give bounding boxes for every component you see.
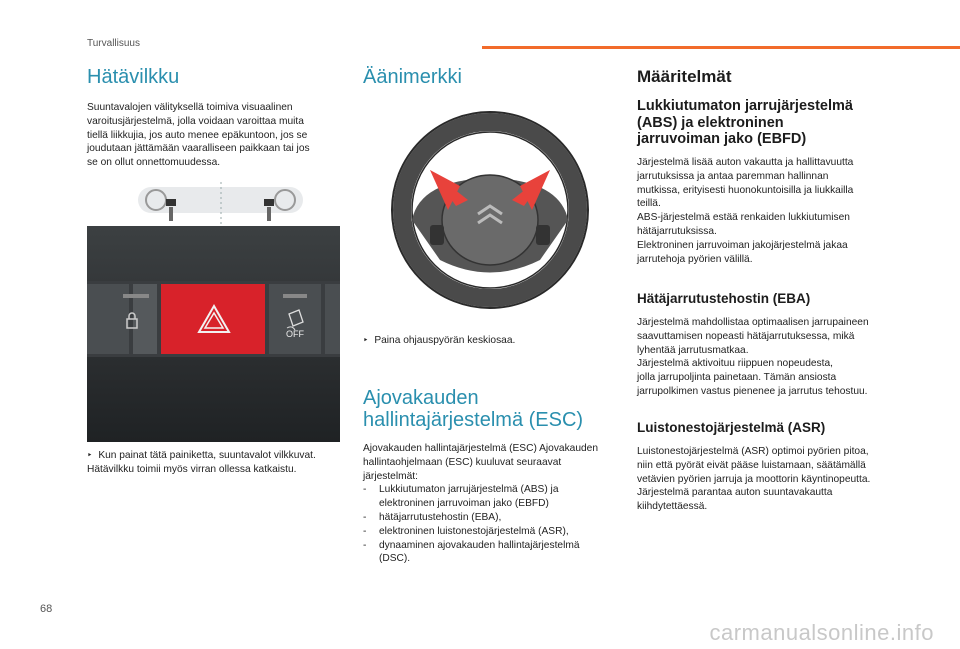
page-number: 68 (40, 603, 53, 615)
text-line: jolla jarrupoljinta painetaan. Tämän ansiosta (637, 372, 837, 384)
horn-note (363, 334, 603, 348)
text-line: vetävien pyörien jarruja ja moottorin käyntinopeutta. (637, 473, 871, 485)
text-line: Ajovakauden hallintajärjestelmä (ESC) Ajovakauden (363, 443, 599, 454)
hazard-note (87, 449, 347, 477)
text-line: järjestelmät: (363, 470, 418, 482)
text-line: jarrutehoja pyörien välillä. (637, 253, 753, 265)
text-line: saavuttamisen nopeasti hätäjarrutuksessa, mikä (637, 330, 855, 342)
text-line: ABS-järjestelmä estää renkaiden lukkiutumisen (637, 212, 850, 224)
button-icon (166, 199, 176, 206)
text-line: lyhentää jarrutusmatkaa. (637, 344, 749, 356)
esc-text (363, 442, 625, 566)
abs-title (637, 98, 853, 148)
list-item: - Lukkiutumaton jarrujärjestelmä (ABS) ja elektroninen jarruvoiman jako (EBFD) (363, 483, 625, 511)
esc-title (363, 387, 583, 431)
text-line: Kun painat tätä painiketta, suuntavalot vilkkuvat. (98, 450, 316, 461)
text-line: Järjestelmä parantaa auton suuntavakautta (637, 487, 833, 499)
eba-title: Hätäjarrutustehostin (EBA) (637, 291, 811, 306)
off-label: OFF (286, 329, 304, 339)
text-line: Suuntavalojen välityksellä toimiva visuaalinen (87, 102, 293, 113)
title-line: Lukkiutumaton jarrujärjestelmä (637, 98, 853, 114)
text-line: tiellä liikkujia, jos auto menee epäkuntoon, jos se (87, 129, 308, 141)
hazard-button (161, 284, 265, 354)
text-line: Järjestelmä lisää auton vakautta ja hallittavuutta (637, 157, 854, 168)
mirror-illustration (136, 180, 306, 226)
section-label: Turvallisuus (87, 38, 140, 49)
title-line: hallintajärjestelmä (ESC) (363, 409, 584, 431)
text-line: Elektroninen jarruvoiman jakojärjestelmä jakaa (637, 239, 848, 251)
text-line: niin että pyörät eivät pääse luistamaan, säätämällä (637, 459, 866, 471)
text-line: jarrutuksissa ja antaa paremman hallinnan (637, 170, 829, 182)
text-line: mutkissa, erityisesti huonokuntoisilla ja liukkailla (637, 184, 854, 196)
arrow-bullet-icon: ‣ (87, 450, 93, 460)
asr-text (637, 445, 899, 514)
asr-title: Luistonestojärjestelmä (ASR) (637, 420, 826, 435)
list-item: - hätäjarrutustehostin (EBA), (363, 511, 625, 525)
watermark: carmanualsonline.info (709, 620, 934, 645)
text-line: se on ollut onnettomuudessa. (87, 157, 221, 169)
text-line: varoitusjärjestelmä, jolla voidaan varoittaa muita (87, 115, 304, 127)
list-item: - dynaaminen ajovakauden hallintajärjestelmä (DSC). (363, 539, 625, 567)
arrow-bullet-icon: ‣ (363, 335, 369, 345)
text-line: Järjestelmä mahdollistaa optimaalisen jarrupaineen (637, 317, 869, 328)
hazard-title: Hätävilkku (87, 66, 180, 88)
text-line: Hätävilkku toimii myös virran ollessa katkaistu. (87, 463, 297, 475)
text-line: teillä. (637, 198, 661, 210)
text-line: kiihdytettäessä. (637, 501, 708, 513)
header-accent-bar (482, 46, 960, 49)
definitions-title: Määritelmät (637, 67, 732, 86)
horn-title: Äänimerkki (363, 66, 462, 88)
hazard-switch-panel (87, 226, 340, 442)
list-item: - elektroninen luistonestojärjestelmä (ASR), (363, 525, 625, 539)
text-line: hätäjarrutuksissa. (637, 225, 717, 237)
eba-text (637, 316, 899, 399)
title-line: Ajovakauden (363, 387, 479, 409)
text-line: joudutaan jättämään vaaralliseen paikkaan tai jos (87, 143, 310, 155)
button-icon (264, 199, 274, 206)
steering-wheel-illustration (390, 110, 590, 315)
text-line: hallintaohjelmaan (ESC) kuuluvat seuraavat (363, 456, 562, 468)
abs-text (637, 156, 899, 266)
esc-list (363, 483, 625, 566)
text-line: Luistonestojärjestelmä (ASR) optimoi pyörien pitoa, (637, 446, 869, 457)
text-line: Järjestelmä aktivoituu riippuen nopeudesta, (637, 358, 833, 370)
text-line: Paina ohjauspyörän keskiosaa. (374, 335, 516, 346)
text-line: jarrupolkimen vastus pienenee ja jarrutus tehostuu. (637, 385, 868, 397)
hazard-intro (87, 101, 347, 170)
title-line: jarruvoiman jako (EBFD) (637, 131, 807, 147)
title-line: (ABS) ja elektroninen (637, 114, 784, 131)
